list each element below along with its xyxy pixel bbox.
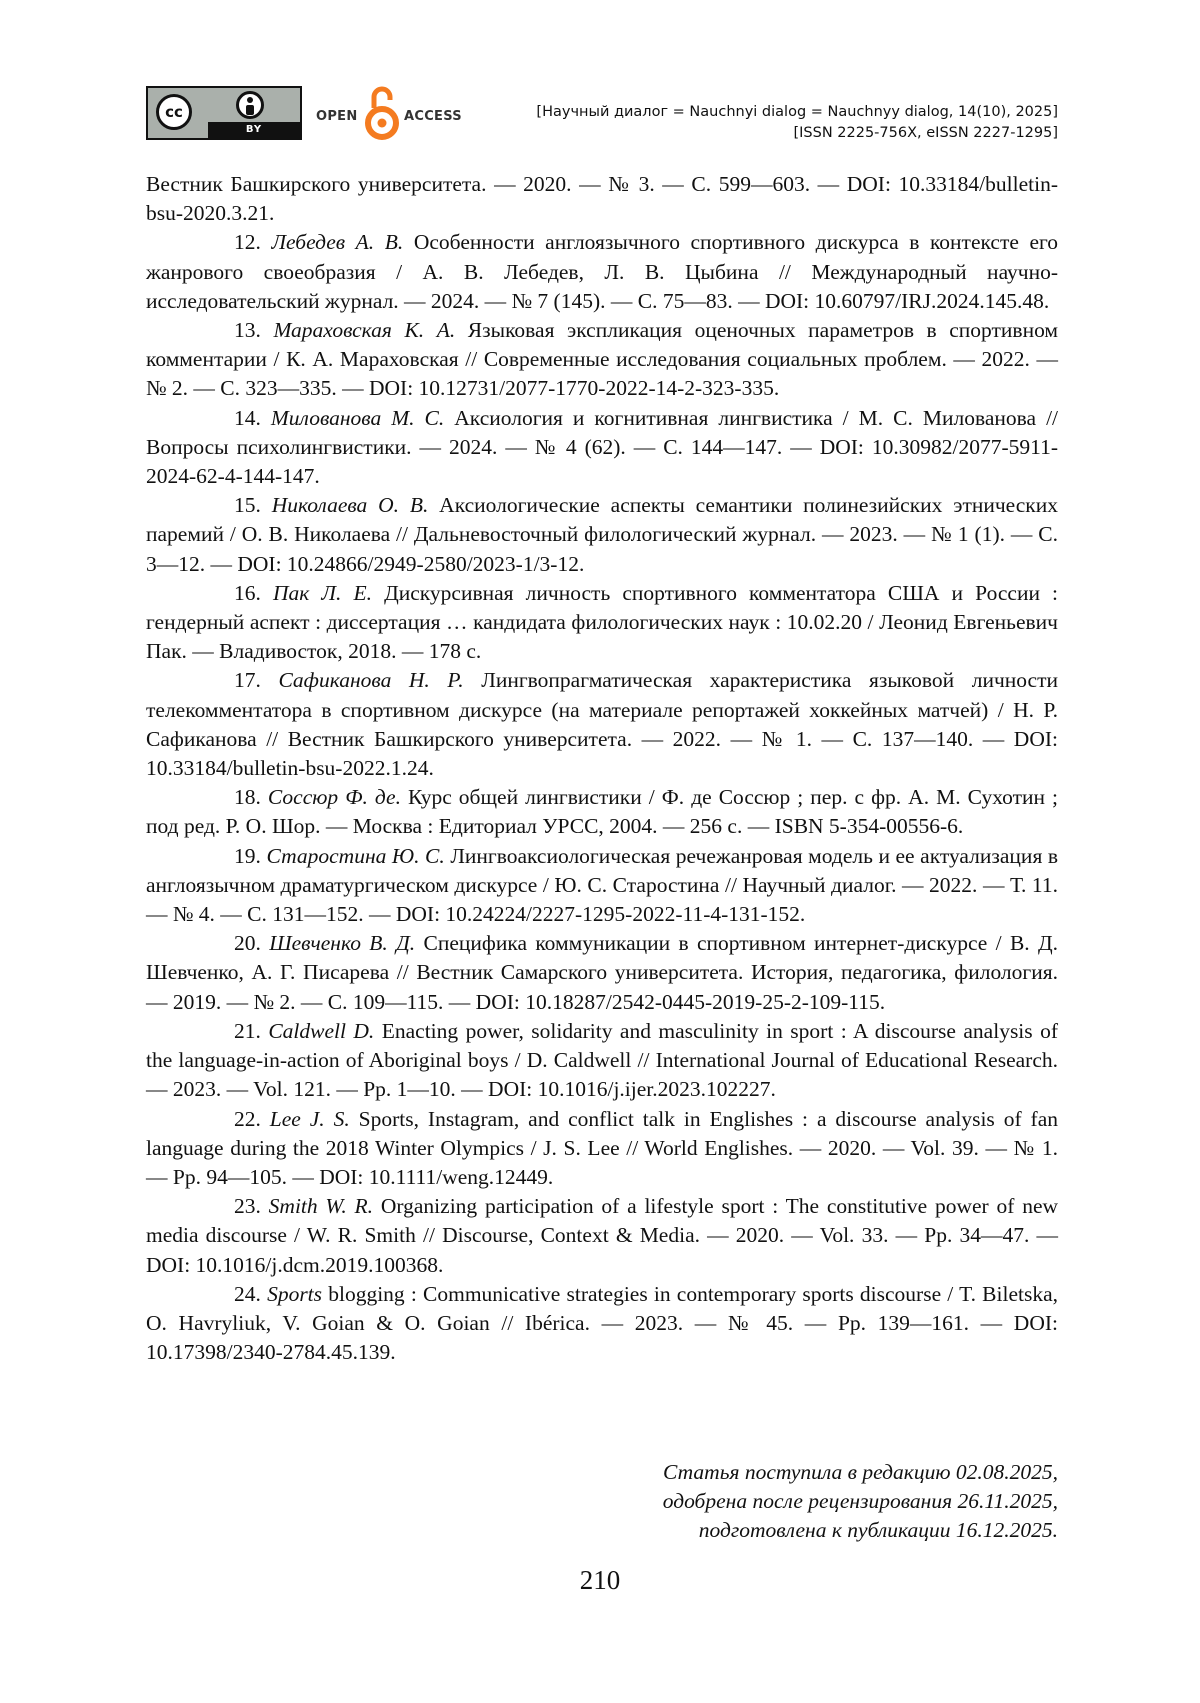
- reference-author: Лебедев А. В.: [271, 230, 404, 255]
- reference-number: 12.: [234, 230, 261, 255]
- reference-author: Соссюр Ф. де.: [267, 785, 401, 810]
- open-word: OPEN: [316, 109, 358, 124]
- journal-title-line: [Научный диалог = Nauchnyi dialog = Nauchnyy dialog, 14(10), 2025]: [536, 104, 1058, 120]
- reference-item: [146, 842, 1058, 930]
- reference-item: [146, 404, 1058, 492]
- reference-author: Smith W. R.: [268, 1194, 374, 1219]
- reference-item: [146, 666, 1058, 783]
- reference-text: blogging : Communicative strategies in contemporary sports discourse / T. Biletska, O. Havryliuk, V. Goian & O. Goian // Ibérica. — 2023. — № 45. — Pp. 139—161. — DOI: 10.17398/2340-2784.45.139.: [146, 1281, 1058, 1365]
- reference-text: Organizing participation of a lifestyle sport : The constitutive power of new media discourse / W. R. Smith // Discourse, Context & Media. — 2020. — Vol. 33. — Pp. 34—47. — DOI: 10.1016/j.dcm.2019.100368.: [146, 1194, 1059, 1277]
- cc-by-license-badge[interactable]: [146, 86, 302, 140]
- reference-author: Sports: [267, 1281, 323, 1306]
- reference-item: [146, 579, 1058, 667]
- reference-item: [146, 491, 1058, 579]
- reference-item: [146, 929, 1058, 1017]
- reference-author: Мараховская К. А.: [273, 318, 456, 343]
- reference-text: Специфика коммуникации в спортивном интернет-дискурсе / В. Д. Шевченко, А. Г. Писарева // Вестник Самарского университета. История, педагогика, филология. — 2019. — № 2. — С. 109—115. — DOI: 10.18287/2542-0445-2019-25-2-109-115.: [146, 931, 1059, 1014]
- reference-text: Аксиология и когнитивная лингвистика / М. С. Милованова // Вопросы психолингвистики. — 2024. — № 4 (62). — С. 144—147. — DOI: 10.30982/2077-5911-2024-62-4-144-147.: [146, 405, 1059, 489]
- access-word: ACCESS: [404, 109, 462, 124]
- reference-number: 18.: [234, 785, 261, 810]
- prepared-date-line: подготовлена к публикации 16.12.2025.: [698, 1518, 1058, 1543]
- reference-author: Шевченко В. Д.: [269, 931, 416, 956]
- reference-author: Милованова М. С.: [270, 405, 445, 430]
- article-received-note: [458, 1458, 1058, 1546]
- approved-date-line: одобрена после рецензирования 26.11.2025,: [662, 1489, 1058, 1514]
- reference-number: 16.: [234, 580, 261, 605]
- reference-author: Сафиканова Н. Р.: [278, 668, 464, 693]
- reference-number: 22.: [234, 1106, 261, 1131]
- reference-number: 13.: [234, 318, 261, 343]
- reference-continuation: Вестник Башкирского университета. — 2020. — № 3. — С. 599—603. — DOI: 10.33184/bulletin-bsu-2020.3.21.: [146, 172, 1058, 226]
- reference-item: [146, 1280, 1058, 1368]
- reference-item: [146, 1192, 1058, 1280]
- reference-text: Лингвопрагматическая характеристика языковой личности телекомментатора в спортивном дискурсе (на материале репортажей хоккейных матчей) / Н. Р. Сафиканова // Вестник Башкирского университета. — 2022. — № 1. — С. 137—140. — DOI: 10.33184/bulletin-bsu-2022.1.24.: [146, 668, 1058, 781]
- reference-text: Курс общей лингвистики / Ф. де Соссюр ; пер. с фр. А. М. Сухотин ; под ред. Р. О. Шор. — Москва : Едиториал УРСС, 2004. — 256 с. — ISBN 5-354-00556-6.: [146, 785, 1059, 839]
- reference-number: 24.: [234, 1281, 261, 1306]
- reference-item: [146, 1017, 1058, 1105]
- reference-item: [146, 316, 1058, 404]
- journal-citation: [498, 102, 1058, 144]
- reference-number: 21.: [234, 1018, 261, 1043]
- open-access-lock-icon: [365, 84, 399, 142]
- reference-item: [146, 783, 1058, 841]
- reference-text: Sports, Instagram, and conflict talk in Englishes : a discourse analysis of fan language during the 2018 Winter Olympics / J. S. Lee // World Englishes. — 2020. — Vol. 39. — № 1. — Pp. 94—105. — DOI: 10.1111/weng.12449.: [146, 1106, 1058, 1189]
- open-access-logo[interactable]: [316, 84, 466, 144]
- reference-author: Caldwell D.: [268, 1018, 375, 1043]
- reference-author: Николаева О. В.: [271, 493, 429, 518]
- reference-item: [146, 228, 1058, 316]
- reference-number: 17.: [234, 668, 261, 693]
- reference-number: 19.: [234, 843, 261, 868]
- reference-number: 14.: [234, 405, 261, 430]
- page-header: [146, 84, 1058, 144]
- received-date-line: Статья поступила в редакцию 02.08.2025,: [662, 1460, 1058, 1484]
- reference-author: Старостина Ю. С.: [266, 843, 445, 868]
- reference-text: Enacting power, solidarity and masculinity in sport : A discourse analysis of the language-in-action of Aboriginal boys / D. Caldwell // International Journal of Educational Research. — 2023. — Vol. 121. — Pp. 1—10. — DOI: 10.1016/j.ijer.2023.102227.: [146, 1018, 1058, 1102]
- reference-number: 15.: [234, 493, 261, 518]
- reference-author: Lee J. S.: [269, 1106, 350, 1131]
- reference-text: Дискурсивная личность спортивного комментатора США и России : гендерный аспект : диссертация … кандидата филологических наук : 10.02.20 / Леонид Евгеньевич Пак. — Владивосток, 2018. — 178 с.: [146, 580, 1059, 664]
- reference-number: 20.: [234, 931, 261, 956]
- by-label: BY: [208, 122, 300, 138]
- page-number: 210: [579, 1565, 621, 1595]
- reference-text: Лингвоаксиологическая речежанровая модель и ее актуализация в англоязычном драматургическом дискурсе / Ю. С. Старостина // Научный диалог. — 2022. — Т. 11. — № 4. — С. 131—152. — DOI: 10.24224/2227-1295-2022-11-4-131-152.: [146, 843, 1059, 927]
- journal-issn-line: [ISSN 2225-756X, eISSN 2227-1295]: [793, 125, 1058, 141]
- reference-list: [146, 170, 1058, 1367]
- reference-text: Языковая экспликация оценочных параметров в спортивном комментарии / К. А. Мараховская // Современные исследования социальных проблем. — 2022. — № 2. — С. 323—335. — DOI: 10.12731/2077-1770-2022-14-2-323-335.: [146, 318, 1059, 401]
- reference-text: Аксиологические аспекты семантики полинезийских этнических паремий / О. В. Николаева // Дальневосточный филологический журнал. — 2023. — № 1 (1). — С. 3—12. — DOI: 10.24866/2949-2580/2023-1/3-12.: [146, 493, 1059, 576]
- reference-item: [146, 1105, 1058, 1193]
- reference-text: Особенности англоязычного спортивного дискурса в контексте его жанрового своеобразия / А. В. Лебедев, Л. В. Цыбина // Международный научно-исследовательский журнал. — 2024. — № 7 (145). — С. 75—83. — DOI: 10.60797/IRJ.2024.145.48.: [146, 230, 1059, 313]
- cc-icon: cc: [156, 94, 192, 130]
- reference-number: 23.: [234, 1194, 261, 1219]
- attribution-person-icon: [236, 91, 264, 119]
- reference-author: Пак Л. Е.: [272, 580, 372, 605]
